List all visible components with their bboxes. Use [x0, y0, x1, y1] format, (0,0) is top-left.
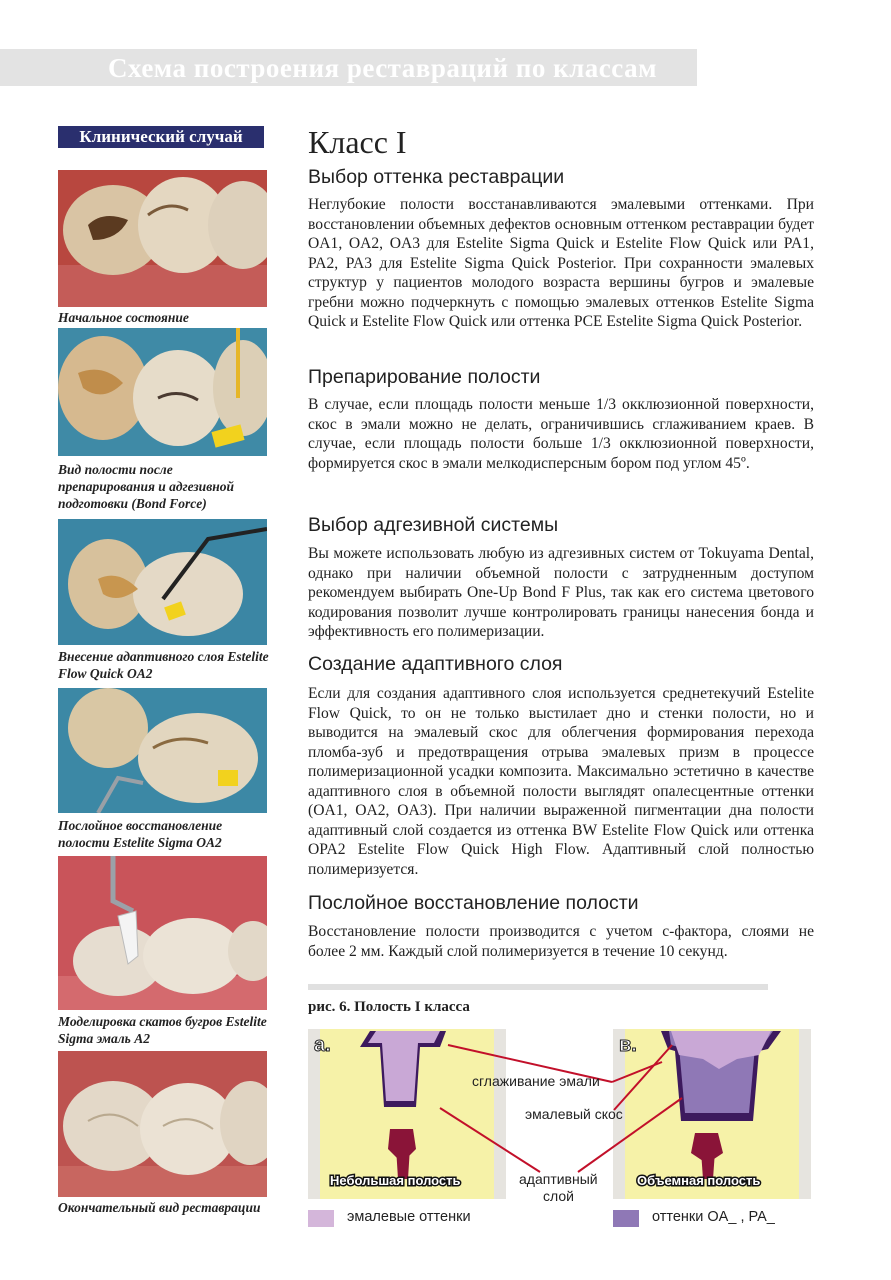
section-heading-shade: Выбор оттенка реставрации — [308, 166, 565, 188]
caption-1: Начальное состояние — [58, 310, 189, 325]
legend-swatch-opaque — [613, 1210, 639, 1227]
legend-label-enamel: эмалевые оттенки — [347, 1209, 471, 1225]
figure-caption: рис. 6. Полость I класса — [308, 999, 470, 1015]
legend-label-opaque: оттенки OA_ , PA_ — [652, 1209, 775, 1225]
caption-2: Вид полости после препарирования и адгезивной подготовки (Bond Force) — [58, 462, 234, 511]
banner-title: Схема построения реставраций по классам — [108, 53, 657, 83]
annotation-adaptive-2: слой — [543, 1188, 574, 1204]
page-title: Класс I — [308, 124, 407, 160]
annotation-bevel: эмалевый скос — [525, 1106, 623, 1122]
section-text-layering: Восстановление полости производится с учетом с-фактора, слоями не более 2 мм. Каждый слой полимеризуется в течение 10 секунд. — [308, 923, 814, 960]
legend-swatch-enamel — [308, 1210, 334, 1227]
section-heading-preparation: Препарирование полости — [308, 366, 541, 388]
section-text-shade: Неглубокие полости восстанавливаются эмалевыми оттенками. При восстановлении объемных дефектов основным оттенком реставрации будет OA1, OA2, OA3 для Estelite Sigma Quick и Estelite Flow Quick или PA1, PA2, PA3 для Estelite Sigma Quick Posterior. При сохранности эмалевых структур у пациентов молодого возраста вершины бугров и эмалевые гребни можно подчеркнуть с помощью эмалевых оттенков Estelite Sigma Quick и Estelite Flow Quick или оттенка PCE Estelite Sigma Quick Posterior. — [308, 196, 814, 330]
annotation-smoothing: сглаживание эмали — [472, 1073, 600, 1089]
section-heading-adaptive: Создание адаптивного слоя — [308, 653, 563, 675]
section-heading-layering: Послойное восстановление полости — [308, 892, 639, 914]
caption-4: Послойное восстановление полости Estelite Sigma OA2 — [58, 818, 223, 850]
section-text-preparation: В случае, если площадь полости меньше 1/3 окклюзионной поверхности, скос в эмали можно не делать, ограничившись сглаживанием краев. В случае, если площадь полости больше 1/3 окклюзионной поверхности, формируется скос в эмали мелкодисперсным бором под углом 45º. — [308, 396, 814, 472]
clinical-case-label: Клинический случай — [58, 126, 264, 148]
caption-3: Внесение адаптивного слоя Estelite Flow Quick OA2 — [58, 649, 269, 681]
panel-b-letter: в. — [619, 1034, 637, 1056]
section-text-adaptive: Если для создания адаптивного слоя используется среднетекучий Estelite Flow Quick, то он не только выстилает дно и стенки полости, но и выводится на эмалевый скос для облегчения формирования перехода пломба-зуб и предотвращения отрыва эмалевых призм в процессе полимеризационной усадки композита. Максимально эстетично в качестве адаптивного слоя в объемной полости выглядят опалесцентные оттенки (OA1, OA2, OA3). При наличии выраженной пигментации дна полости адаптивный слой создается из оттенка BW Estelite Flow Quick или оттенка OPA2 Estelite Flow Quick High Flow. Адаптивный слой полностью полимеризуется. — [308, 685, 814, 878]
panel-a-label: Небольшая полость — [330, 1173, 461, 1188]
section-text-adhesive: Вы можете использовать любую из адгезивных систем от Tokuyama Dental, однако при наличии объемной полости с затрудненным доступом рекомендуем выбирать One-Up Bond F Plus, так как его система цветового кодирования позволит лучше контролировать границы нанесения бонда и эффективность его полимеризации. — [308, 545, 814, 640]
panel-a-letter: a. — [314, 1034, 331, 1056]
annotation-adaptive-1: адаптивный — [519, 1171, 598, 1187]
caption-6: Окончательный вид реставрации — [58, 1200, 261, 1215]
panel-b-label: Объемная полость — [637, 1173, 761, 1188]
caption-5: Моделировка скатов бугров Estelite Sigma эмаль A2 — [58, 1014, 267, 1046]
section-heading-adhesive: Выбор адгезивной системы — [308, 514, 559, 536]
